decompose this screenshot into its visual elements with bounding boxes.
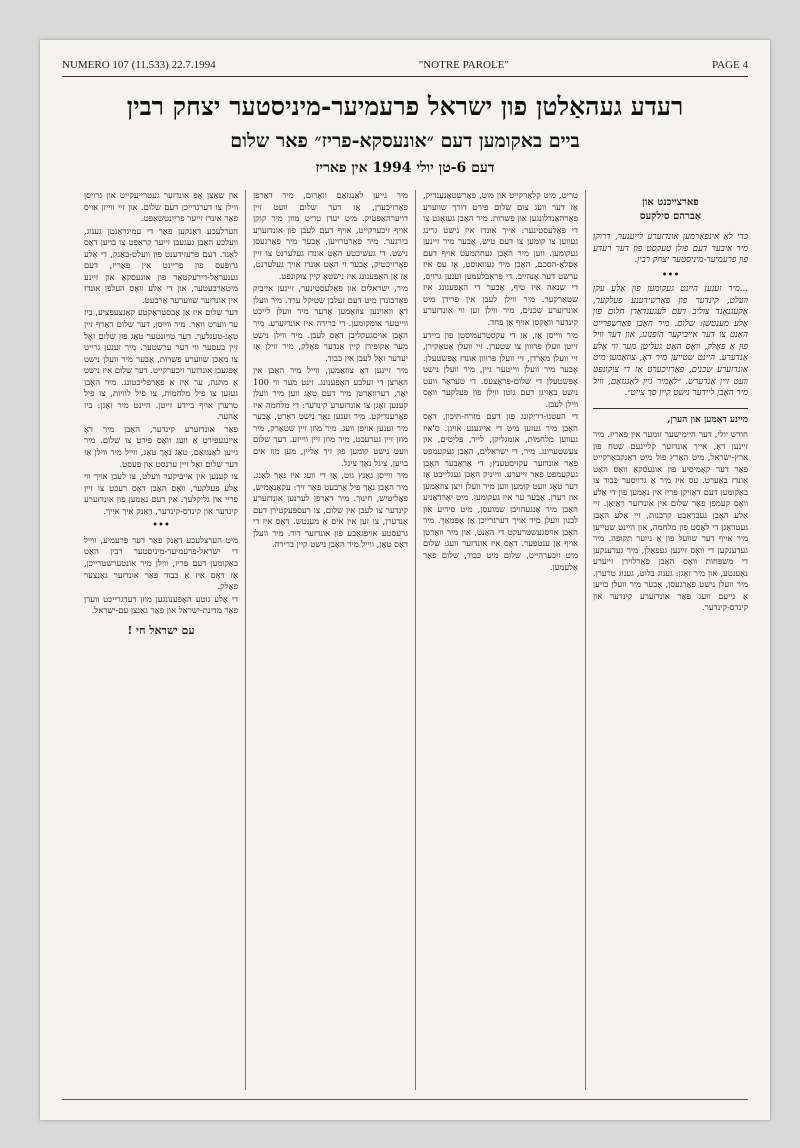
footer-rule bbox=[62, 1099, 748, 1100]
paper-name: "NOTRE PAROLE" bbox=[418, 59, 509, 71]
separator: ••• bbox=[661, 269, 680, 281]
sidebar-heading-line2: אַברהם סילקעס bbox=[639, 211, 702, 222]
column-4 bbox=[84, 190, 238, 1092]
speech-paragraph: צו קענען אין אייביקער וועלט, צו לעבן אויך ווי אַלע פעלקער, וואָס האָבן דאָס רעכט צו זיין פריי און גליקלעך. אין דעם נאָמען פון אונדזערע קינדער און קינדס-קינדער, דאַנק איך אייך. bbox=[84, 471, 238, 516]
speech-greeting: מיינע דאַמען און הערן, bbox=[667, 414, 748, 425]
divider bbox=[593, 408, 748, 409]
column-rule bbox=[415, 190, 416, 1090]
speech-paragraph: הערלעכע דאַנקען פאַר די עמיגראַנטן גענוג, וועלכע האָבן געגעבן זייער קראַפט צו בויען דאָס לאַנד. דעם פרעזידענט פון וועלט-באַנק, די אַלע גרופּעס פון פריינט אין פּאַריז, דעם גענעראַל-דירעקטאָר פון אונעסקאָ און זיינע מיטאַרבעטער, און די אַלע וואָס העלפן אונדז אין אונדזער שווערער אַרבעט. bbox=[84, 225, 238, 305]
sidebar-quote: ...מיר זענען היינט געקומען פון אַלע עקן וועלט, קינדער פון פאַרשידענע פעלקער, אַקעגנאַנד צוליב דעם לעגענדאַרן חלום פון אַלע מענטשן: שלום. מיר האָבן פאַרשפּרייט האַנט צו דער אייביקער הוֹפנונג, און דער וויל פון אַ פאָלק, וואָס האָט געליטן מער ווי אַלע אַנדערע. היינט שטייען מיר דאָ, צוזאַמען מיט אונדזערע שכנים, פאַרזיכערט אַז די צוקונפט וועט זיין אַנדערש. ״לאָמיר גיין לאַנגזאַם, וויל מיר האָבן ליידער נישט קיין סך צייט״. bbox=[593, 284, 748, 399]
headline-subtitle: ביים באקומען דעם ״אונעסקא-פריז״ פאר שלום bbox=[230, 130, 580, 152]
speech-paragraph: חודש יולי, דער היימישער זומער אין פאריז. מיר זיינען דאָ, אייך אונדזער קליינעם שטח פון ארץ-ישראל, מיט האַרץ פול מיט דאַנקבאַרקייט פאַר דער קאָמיסיע פון אונעסקאָ וואָס האָט אונדז באַערט. עס איז מיר אַ גרויסער כּבוד צו באַקומען דעם דאָזיקן פּריז אין נאָמען פון די אַלע וואָס קעמפן פאַר שלום אין אונדזער ראַיאָן. זיי אַלע האָבן געבראַכט קרבנות, זיי אַלע האָבן געטראָגן די לאַסט פון מלחמה, און היינט שטייען מיר אויף דער שוועל פון אַ נייער תקופה. מיר געדענקען די וואָס זיינען געפאַלן, מיר געדענקען די משפּחות וואָס האָבן פאַרלוירן זייערע נאָענטע, און מיר זאָגן: גענוג בלוט, גענוג טרערן. מיר וועלן נישט פאַרגעסן, אָבער מיר וועלן בויען אַ נייעם וועג פאַר אונדזערע קינדער און קינדס-קינדער. bbox=[593, 429, 748, 613]
sidebar-heading-line1: פארצייכנט און bbox=[642, 197, 699, 208]
column-rule bbox=[245, 190, 246, 1090]
sidebar-intro: כּדי לאַ אינפאָרמען אונדזערע לייענער, דרוקן מיר איבער דעם פולן טעקסט פון דער רעדע פון פרעמיער-מיניסטער יצחק רבין. bbox=[593, 232, 748, 266]
speech-paragraph: דער שלום איז אַן אַבסטראַקטע קאָנצעפּציע, ביז ער ווערט וואָר. מיר ווייסן, דער שלום דאַרף זיין טאָג-טעגלעך. דער טויזנטער טאָג פון שלום זאָל זיין בעסער ווי דער ערשטער. מיר זענען גרייט צו מאַכן שווערע פשרות, אָבער מיר וועלן נישט אָפּגעבן אונדזער זיכערקייט. דער שלום איז נישט אַ מתּנה, ער איז אַ פאַרפליכטונג. מיר האָבן געזען צו פיל מלחמות, צו פיל לוויות, צו פיל טרערן אויף ביידע זייטן. היינט מיר זאָגן: ביז אַהער. bbox=[84, 307, 238, 422]
speech-paragraph: מיר זיינען דאָ צוזאַמען, ווייל מיר האָבן אין האַרצן די זעלבע האָפענונג. זינט מער ווי 100 יאָר, דערוואַרטן מיר דעם טאָג ווען מיר וועלן קענען זאָגן צו אונדזערע קינדער: די מלחמה איז פאַרענדיקט. מיר זענען נאָך נישט דאָרט, אָבער מיר זענען אויפן וועג. מיר מוזן זיין שטאַרק, מיר מוזן זיין גערעכט, מיר מוזן זיין ווייזע. דער שלום וועט נישט קומען פון זיך אַליין, מען מוז אים בויען, ציגל נאָך ציגל. bbox=[253, 365, 408, 468]
page-header bbox=[62, 54, 748, 77]
headline-title: רעדע געהאַלטן פון ישראל פרעמיער-מיניסטער יצחק רבין bbox=[126, 92, 684, 121]
issue-number: NUMERO 107 (11.533) 22.7.1994 bbox=[62, 59, 216, 71]
headline-dateline: דעם 6-טן יולי 1994 אין פאריז bbox=[315, 160, 495, 176]
page-number: PAGE 4 bbox=[712, 59, 748, 71]
speech-paragraph: און שאַצן אָפּ אונדזער געטרייעקייט און גרויסן ווילן צו דערגרייכן דעם שלום. און זיי ווייזן אויס פאַר אונדז זייער פריינטשאַפט. bbox=[84, 190, 238, 224]
sidebar-heading bbox=[593, 196, 748, 224]
speech-paragraph: מיר ווייסן גאַנץ גוט, אַז די וועג איז נאָך לאַנג. מיר האָבן נאָך פיל אַרבעט פאַר זיך: עקאָנאָמיש, פּאָליטיש, חינוך. מיר דאַרפן לערנען אונדזערע קינדער צו לעבן אין שלום, צו רעספּעקטירן דעם אַנדערן, צו זען אין אים אַ מענטש. דאָס איז די גרעסטע אויפגאַבע פון אונדזער דור. מיר וועלן דאָס טאָן, ווייל מיר האָבן נישט קיין ברירה. bbox=[253, 470, 408, 550]
closing-line: עם ישראל חי ! bbox=[127, 623, 195, 637]
speech-paragraph: טריט, מיט קלאַרקייט און מוט, פאַרשטאַנענדיק, אַז דער וועג צום שלום פירט דורך שווערע פאַרהאַנדלונגען און פשרות. מיר האָבן געזאָגט צו די פּאַלעסטינער: אייך אונדז איז נישט גרינג געווען צו קומען צו דעם טיש, אָבער מיר זיינען געקומען. ווען מיר האָבן געחתמעט אויף דעם אָסלאָ-הסכם, האָבן מיר געוואוסט, אַז עס איז ערשט דער אָנהייב. די פּראָבלעמען זענען גרויס, די שנאה איז טיף, אָבער די האָפענונג איז שטאַרקער. מיר ווילן לעבן אין פרידן מיט אונדזערע שכנים, מיר ווילן זען ווי אונדזערע קינדער וואַקסן אויף אָן פחד. bbox=[423, 190, 578, 328]
speech-paragraph: מיט הערצלעכע דאַנק פאַר דער פּרעמיע, ווייל די ישראל-פרעמיער-מיניסטער רבין האָט באַקומען דעם פּריז, ווילן מיר אונטערשטרייכן, אַז דאָס איז אַ כּבוד פאַר אונדזער גאַנצער פאָלק. bbox=[84, 534, 238, 592]
speech-paragraph: מיר, ישראלים און פּאַלעסטינער, זיינען אייביק פאַרבונדן מיט דעם זעלבן שטיקל ערד. מיר וועלן דאָ וואוינען צוזאַמען אָדער מיר וועלן לייכט ווייטער אומקומען. די ברירה איז אונדזערע. מיר האָבן אויסגעקליבן דאָס לעבן. מיר ווילן נישט מער אָקופּירן קיין אַנדער פאָלק, מיר ווילן אַז יעדער זאָל לעבן אין כּבוד. bbox=[253, 283, 408, 363]
speech-paragraph: די אַלע גוטע האָפענונגען מוזן דערגרייכט ווערן פאַר מדינת-ישראל און פאַר גאַנצן עם-ישראל. bbox=[84, 593, 238, 616]
newspaper-page bbox=[40, 40, 770, 1120]
speech-paragraph: מיר גייען לאַנגזאַם וואָרום, מיר דאַרפן פאַרזיכערן, אַז דער שלום וועט זיין דויערהאַפטיק. מיט יעדן טריט מוזן מיר קוקן אויף זיכערקייט, אויף דעם לעבן פון אונדזערע בירגער. מיר פאַרטרויען, אָבער מיר פאַרגעסן נישט. די געשיכטע האָט אונדז געלערנט צו זיין פאָרזיכטיק, אָבער זי האָט אונדז אויך געלערנט, אַז אָן האָפענונג איז נישטאָ קיין צוקונפט. bbox=[253, 190, 408, 281]
column-2 bbox=[423, 190, 578, 1092]
column-1 bbox=[593, 190, 748, 1092]
separator: ••• bbox=[152, 520, 170, 532]
speech-paragraph: די העטנו-דריקונג פון דעם מזרח-תּיכון, דאָס האָבן מיר געזען מיט די אייגענע אויגן. ס'איז געווען מלחמות, אומגליקן, לייד, פּליטים, און צעשטערונג. מיר, די ישראלים, האָבן געקעמפט פאַר אונדזער עקזיסטענץ; די אַראַבער האָבן געקעמפט פאַר זייערע. ווייניק האָבן געגלייבט אַז דער טאָג וועט קומען ווען מיר וועלן זיצן צוזאַמען און רעדן. אָבער ער איז געקומען. מיט יאָרדאַניע האָבן מיר אָנגעהויבן שמועסן, מיט סיריע און לבנון וועלן מיר אויך דערגרייכן אַן אָפּמאַך. מיר האָבן אויסגעשטרעקט די האַנט, און מיר וואַרטן אויף אַן ענטפער. דאָס איז אונדזער וועג: שלום מיט זיכערהייט, שלום מיט כּבוד, שלום פאַר אַלעמען. bbox=[423, 411, 578, 572]
column-rule bbox=[585, 190, 586, 1090]
column-3 bbox=[253, 190, 408, 1092]
speech-paragraph: מיר ווייסן אַז, אַז די עקסטרעמיסטן פון ביידע זייטן וועלן פּרוּוון צו שטערן. זיי וועלן אַטאַקירן, זיי וועלן מאָרדן, זיי וועלן פּרוּוון אונדז אָפּשטעלן. אָבער מיר וועלן ווייטער גיין, מיר וועלן נישט אָפּשטעלן די שלום-פּראָצעס. די טעראָר וועט נישט באַזיגן דעם גוטן ווילן פון פעלקער וואָס ווילן לעבן. bbox=[423, 329, 578, 409]
speech-paragraph: פאַר אונדזערע קינדער, האָבן מיר דאָ איינגעפירט אַ וועג וואָס פירט צו שלום. מיר גייען לאַנגזאַם, טאָג נאָך טאָג, ווייל מיר ווילן אַז דער שלום זאָל זיין ערנסט און פעסט. bbox=[84, 423, 238, 469]
